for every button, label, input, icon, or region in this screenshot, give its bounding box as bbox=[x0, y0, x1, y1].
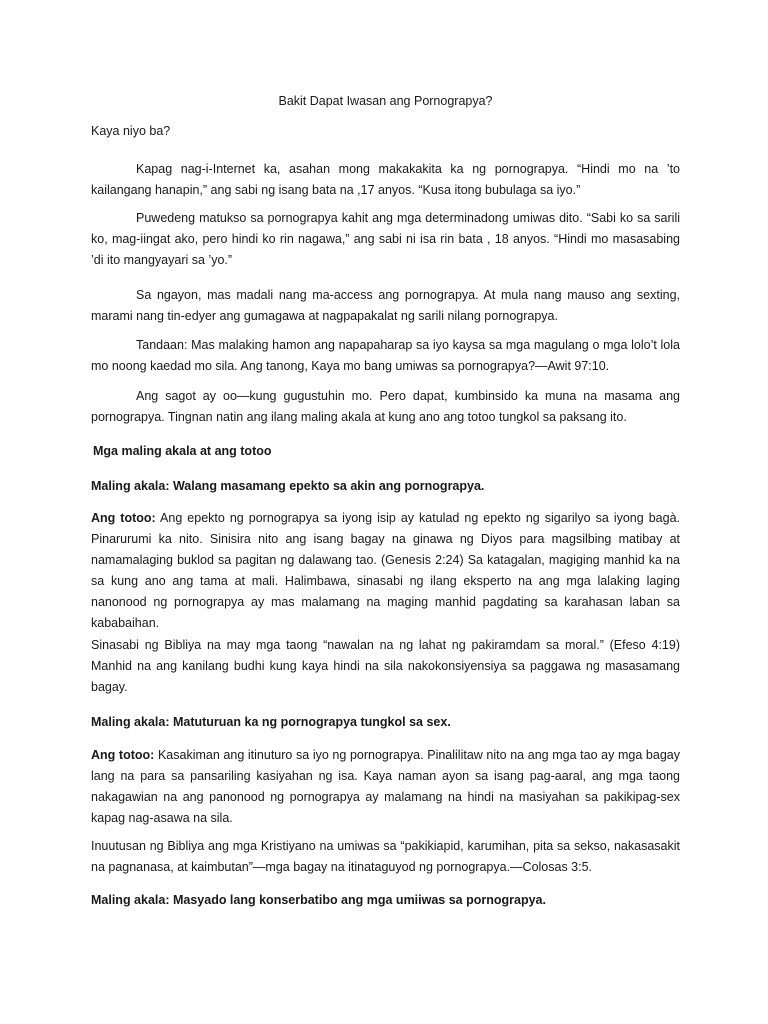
document-page bbox=[91, 0, 680, 1024]
paragraph-intro-4: Tandaan: Mas malaking hamon ang napapaharap sa iyo kaysa sa mga magulang o mga lolo’t lola mo noong kaedad mo sila. Ang tanong, Kaya mo bang umiwas sa pornograpya?—Awit 97:10. bbox=[91, 338, 680, 373]
document-title: Bakit Dapat Iwasan ang Pornograpya? bbox=[278, 94, 493, 108]
paragraph-intro-5: Ang sagot ay oo—kung gugustuhin mo. Pero dapat, kumbinsido ka muna na masama ang pornograpya. Tingnan natin ang ilang maling akala at kung ano ang totoo tungkol sa paksang ito. bbox=[91, 389, 680, 424]
myth-1: Maling akala: Walang masamang epekto sa akin ang pornograpya. bbox=[91, 479, 485, 493]
truth-1-label: Ang totoo: bbox=[91, 511, 156, 525]
paragraph-intro-3: Sa ngayon, mas madali nang ma-access ang pornograpya. At mula nang mauso ang sexting, marami nang tin-edyer ang gumagawa at nagpapakalat ng sarili nilang pornograpya. bbox=[91, 288, 680, 323]
truth-2-label: Ang totoo: bbox=[91, 748, 155, 762]
truth-1 bbox=[91, 508, 680, 634]
truth-1-text: Ang epekto ng pornograpya sa iyong isip ay katulad ng epekto ng sigarilyo sa iyong bagà. Pinarurumi ka nito. Sinisira nito ang isang bagay na ginawa ng Diyos para magsilbing matibay at namamalaging buklod sa pagitan ng dalawang tao. (Genesis 2:24) Sa katagalan, magiging manhid ka na sa kung ano ang tama at mali. Halimbawa, sinasabi ng ilang eksperto na ang mga lalaking laging nanonood ng pornograpya ay mas malamang na maging manhid pagdating sa karahasan laban sa kababaihan. bbox=[91, 511, 680, 630]
section-heading: Mga maling akala at ang totoo bbox=[93, 444, 272, 458]
paragraph-bibliya-1: Sinasabi ng Bibliya na may mga taong “nawalan na ng lahat ng pakiramdam sa moral.” (Efeso 4:19) Manhid na ang kanilang budhi kung kaya hindi na sila nakokonsiyensiya sa paggawa ng masasamang bagay. bbox=[91, 638, 680, 694]
truth-2 bbox=[91, 745, 680, 829]
paragraph-intro-2: Puwedeng matukso sa pornograpya kahit ang mga determinadong umiwas dito. “Sabi ko sa sarili ko, mag-iingat ako, pero hindi ko rin nagawa,” ang sabi ni isa rin bata , 18 anyos. “Hindi mo masasabing ’di ito mangyayari sa ’yo.” bbox=[91, 211, 680, 267]
truth-2-text: Kasakiman ang itinuturo sa iyo ng pornograpya. Pinalilitaw nito na ang mga tao ay mga bagay lang na para sa pansariling kasiyahan ng isa. Kaya naman ayon sa isang pag-aaral, ang mga taong nakagawian na ang panonood ng pornograpya ay malamang na hindi na masiyahan sa pakikipag-sex kapag nag-asawa na sila. bbox=[91, 748, 680, 825]
document-subtitle: Kaya niyo ba? bbox=[91, 124, 171, 138]
myth-3: Maling akala: Masyado lang konserbatibo ang mga umiiwas sa pornograpya. bbox=[91, 893, 546, 907]
paragraph-bibliya-2: Inuutusan ng Bibliya ang mga Kristiyano na umiwas sa “pakikiapid, karumihan, pita sa sekso, nakasasakit na pagnanasa, at kaimbutan”—mga bagay na itinataguyod ng pornograpya.—Colosas 3:5. bbox=[91, 839, 680, 874]
paragraph-intro-1: Kapag nag-i-Internet ka, asahan mong makakakita ka ng pornograpya. “Hindi mo na ’to kailangang hanapin,” ang sabi ng isang bata na ,17 anyos. “Kusa itong bubulaga sa iyo.” bbox=[91, 162, 680, 197]
myth-2: Maling akala: Matuturuan ka ng pornograpya tungkol sa sex. bbox=[91, 715, 451, 729]
